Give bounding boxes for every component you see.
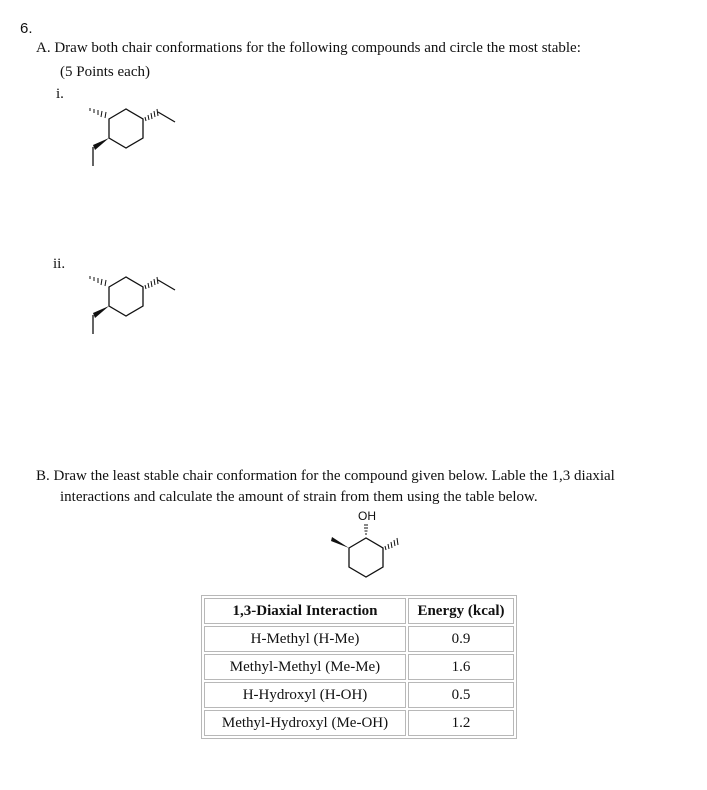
table-cell-interaction: Methyl-Methyl (Me-Me)	[204, 654, 406, 680]
part-b-prompt-line2: interactions and calculate the amount of strain from them using the table below.	[60, 489, 538, 505]
table-cell-interaction: Methyl-Hydroxyl (Me-OH)	[204, 710, 406, 736]
table-row	[204, 710, 514, 736]
part-b-prompt-line1: B. Draw the least stable chair conformation for the compound given below. Lable the 1,3 diaxial	[36, 468, 615, 484]
hashed-wedge-upper-right-b	[385, 538, 398, 550]
table-cell-energy: 0.9	[408, 626, 514, 652]
solid-wedge-methyl-b	[331, 537, 349, 548]
part-a-points: (5 Points each)	[60, 64, 150, 80]
table-row	[204, 626, 514, 652]
oh-label: OH	[358, 509, 376, 523]
item-i-label: i.	[56, 86, 64, 102]
diaxial-energy-table	[201, 595, 517, 739]
table-cell-energy: 1.2	[408, 710, 514, 736]
table-header-row	[204, 598, 514, 624]
part-a-prompt: A. Draw both chair conformations for the following compounds and circle the most stable:	[36, 40, 581, 56]
table-cell-interaction: H-Hydroxyl (H-OH)	[204, 682, 406, 708]
item-ii-label: ii.	[53, 256, 66, 272]
table-header-interaction: 1,3-Diaxial Interaction	[204, 598, 406, 624]
cyclohexane-ring-b	[349, 538, 383, 577]
hashed-bond-oh	[364, 525, 368, 534]
table-cell-energy: 1.6	[408, 654, 514, 680]
table-cell-energy: 0.5	[408, 682, 514, 708]
table-cell-interaction: H-Methyl (H-Me)	[204, 626, 406, 652]
table-header-energy: Energy (kcal)	[408, 598, 514, 624]
question-number: 6.	[20, 20, 33, 37]
table-row	[204, 682, 514, 708]
table-row	[204, 654, 514, 680]
